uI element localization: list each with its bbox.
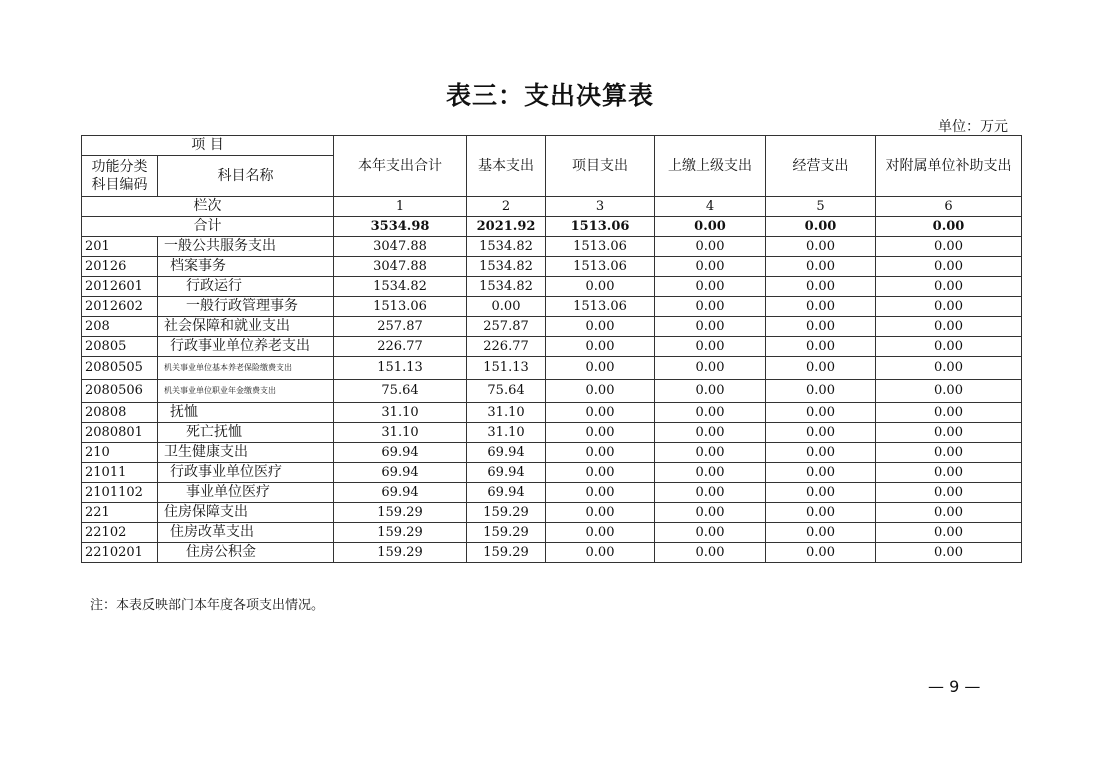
row-code: 20126 — [82, 257, 158, 277]
row-value: 0.00 — [876, 257, 1022, 277]
table-row — [82, 483, 1022, 503]
page-number: — 9 — — [928, 677, 981, 696]
total-value: 2021.92 — [467, 217, 546, 237]
row-value: 159.29 — [467, 523, 546, 543]
row-value: 0.00 — [766, 423, 876, 443]
column-number: 2 — [467, 197, 546, 217]
row-value: 0.00 — [655, 403, 766, 423]
row-value: 0.00 — [766, 463, 876, 483]
table-row — [82, 403, 1022, 423]
row-value: 1513.06 — [334, 297, 467, 317]
row-code: 2210201 — [82, 543, 158, 563]
table-row — [82, 443, 1022, 463]
table-row — [82, 337, 1022, 357]
row-value: 0.00 — [766, 297, 876, 317]
table-row — [82, 257, 1022, 277]
row-subject-name: 卫生健康支出 — [158, 443, 334, 463]
row-value: 0.00 — [655, 543, 766, 563]
row-value: 0.00 — [467, 297, 546, 317]
table-row — [82, 463, 1022, 483]
header-col-project: 项目支出 — [546, 136, 655, 197]
total-value: 0.00 — [766, 217, 876, 237]
header-func-code — [82, 156, 158, 197]
header-col-subsidy: 对附属单位补助支出 — [876, 136, 1022, 197]
table-row — [82, 380, 1022, 403]
row-value: 69.94 — [467, 463, 546, 483]
row-code: 21011 — [82, 463, 158, 483]
row-value: 257.87 — [334, 317, 467, 337]
row-value: 0.00 — [546, 503, 655, 523]
row-value: 0.00 — [655, 423, 766, 443]
row-value: 0.00 — [546, 403, 655, 423]
row-value: 1513.06 — [546, 257, 655, 277]
row-value: 1534.82 — [467, 237, 546, 257]
column-number-row — [82, 197, 1022, 217]
row-value: 0.00 — [546, 443, 655, 463]
row-value: 0.00 — [766, 317, 876, 337]
table-row — [82, 237, 1022, 257]
row-value: 0.00 — [546, 523, 655, 543]
row-value: 0.00 — [876, 237, 1022, 257]
row-value: 0.00 — [876, 443, 1022, 463]
row-code: 22102 — [82, 523, 158, 543]
table-row — [82, 543, 1022, 563]
row-value: 0.00 — [655, 380, 766, 403]
row-subject-name: 事业单位医疗 — [158, 483, 334, 503]
row-value: 226.77 — [334, 337, 467, 357]
row-code: 201 — [82, 237, 158, 257]
row-value: 0.00 — [546, 423, 655, 443]
column-number: 6 — [876, 197, 1022, 217]
row-subject-name: 住房公积金 — [158, 543, 334, 563]
total-value: 1513.06 — [546, 217, 655, 237]
row-value: 0.00 — [766, 403, 876, 423]
row-value: 0.00 — [766, 523, 876, 543]
header-func-code-line2: 科目编码 — [91, 177, 148, 193]
row-value: 151.13 — [467, 357, 546, 380]
row-value: 0.00 — [655, 503, 766, 523]
column-number: 1 — [334, 197, 467, 217]
table-row — [82, 297, 1022, 317]
total-value: 3534.98 — [334, 217, 467, 237]
page-title: 表三：支出决算表 — [445, 81, 654, 110]
row-subject-name: 住房保障支出 — [158, 503, 334, 523]
row-value: 1534.82 — [334, 277, 467, 297]
row-value: 0.00 — [876, 543, 1022, 563]
row-subject-name: 档案事务 — [158, 257, 334, 277]
header-col-basic: 基本支出 — [467, 136, 546, 197]
row-value: 0.00 — [655, 483, 766, 503]
row-code: 2012602 — [82, 297, 158, 317]
row-value: 0.00 — [655, 317, 766, 337]
table-row — [82, 503, 1022, 523]
expenditure-table — [81, 135, 1022, 563]
row-value: 0.00 — [876, 523, 1022, 543]
row-value: 159.29 — [467, 503, 546, 523]
row-subject-name: 社会保障和就业支出 — [158, 317, 334, 337]
row-value: 1534.82 — [467, 257, 546, 277]
row-value: 0.00 — [766, 357, 876, 380]
row-value: 257.87 — [467, 317, 546, 337]
row-subject-name: 机关事业单位基本养老保险缴费支出 — [158, 357, 334, 380]
row-value: 0.00 — [655, 443, 766, 463]
row-value: 31.10 — [334, 423, 467, 443]
row-code: 208 — [82, 317, 158, 337]
table-note: 注：本表反映部门本年度各项支出情况。 — [90, 598, 325, 613]
row-value: 0.00 — [876, 337, 1022, 357]
row-value: 0.00 — [876, 503, 1022, 523]
row-value: 1513.06 — [546, 237, 655, 257]
table-row — [82, 277, 1022, 297]
row-value: 151.13 — [334, 357, 467, 380]
row-value: 0.00 — [766, 543, 876, 563]
row-value: 0.00 — [546, 337, 655, 357]
row-value: 159.29 — [467, 543, 546, 563]
header-row-1 — [82, 136, 1022, 156]
row-subject-name: 机关事业单位职业年金缴费支出 — [158, 380, 334, 403]
row-value: 0.00 — [876, 317, 1022, 337]
row-value: 0.00 — [876, 380, 1022, 403]
row-value: 0.00 — [546, 483, 655, 503]
table-row — [82, 317, 1022, 337]
row-value: 31.10 — [467, 403, 546, 423]
row-code: 2080801 — [82, 423, 158, 443]
row-value: 0.00 — [766, 483, 876, 503]
row-value: 0.00 — [546, 543, 655, 563]
row-subject-name: 行政事业单位医疗 — [158, 463, 334, 483]
row-value: 0.00 — [876, 297, 1022, 317]
column-label: 栏次 — [82, 197, 334, 217]
row-value: 0.00 — [876, 403, 1022, 423]
row-value: 226.77 — [467, 337, 546, 357]
row-subject-name: 一般行政管理事务 — [158, 297, 334, 317]
column-number: 5 — [766, 197, 876, 217]
unit-label: 单位：万元 — [938, 119, 1008, 135]
total-value: 0.00 — [655, 217, 766, 237]
table-row — [82, 357, 1022, 380]
row-value: 1513.06 — [546, 297, 655, 317]
row-code: 2080505 — [82, 357, 158, 380]
row-value: 0.00 — [766, 380, 876, 403]
row-value: 0.00 — [546, 317, 655, 337]
row-subject-name: 一般公共服务支出 — [158, 237, 334, 257]
row-code: 2012601 — [82, 277, 158, 297]
column-number: 3 — [546, 197, 655, 217]
row-value: 0.00 — [655, 337, 766, 357]
row-value: 0.00 — [766, 503, 876, 523]
row-value: 69.94 — [467, 483, 546, 503]
total-value: 0.00 — [876, 217, 1022, 237]
row-value: 0.00 — [655, 237, 766, 257]
row-value: 0.00 — [546, 357, 655, 380]
row-value: 159.29 — [334, 503, 467, 523]
row-value: 31.10 — [467, 423, 546, 443]
row-value: 0.00 — [876, 483, 1022, 503]
row-value: 0.00 — [876, 277, 1022, 297]
row-subject-name: 抚恤 — [158, 403, 334, 423]
row-value: 69.94 — [334, 443, 467, 463]
row-value: 0.00 — [766, 277, 876, 297]
header-subject-name: 科目名称 — [158, 156, 334, 197]
row-subject-name: 住房改革支出 — [158, 523, 334, 543]
header-col-upper: 上缴上级支出 — [655, 136, 766, 197]
row-value: 69.94 — [334, 463, 467, 483]
table-row — [82, 423, 1022, 443]
row-code: 2080506 — [82, 380, 158, 403]
row-subject-name: 行政事业单位养老支出 — [158, 337, 334, 357]
row-value: 0.00 — [766, 337, 876, 357]
row-value: 159.29 — [334, 523, 467, 543]
row-value: 31.10 — [334, 403, 467, 423]
row-value: 0.00 — [766, 257, 876, 277]
row-value: 0.00 — [546, 463, 655, 483]
row-value: 0.00 — [655, 357, 766, 380]
total-row — [82, 217, 1022, 237]
row-value: 0.00 — [766, 443, 876, 463]
row-value: 0.00 — [876, 357, 1022, 380]
row-value: 0.00 — [655, 297, 766, 317]
row-value: 0.00 — [546, 380, 655, 403]
row-value: 0.00 — [655, 277, 766, 297]
column-number: 4 — [655, 197, 766, 217]
row-value: 75.64 — [334, 380, 467, 403]
row-value: 1534.82 — [467, 277, 546, 297]
row-subject-name: 死亡抚恤 — [158, 423, 334, 443]
row-subject-name: 行政运行 — [158, 277, 334, 297]
row-value: 69.94 — [467, 443, 546, 463]
header-col-total: 本年支出合计 — [334, 136, 467, 197]
row-value: 75.64 — [467, 380, 546, 403]
row-value: 69.94 — [334, 483, 467, 503]
row-value: 0.00 — [655, 523, 766, 543]
row-value: 0.00 — [655, 463, 766, 483]
row-code: 20805 — [82, 337, 158, 357]
header-func-code-line1: 功能分类 — [91, 159, 148, 175]
row-code: 20808 — [82, 403, 158, 423]
header-item: 项 目 — [82, 136, 334, 156]
row-value: 0.00 — [766, 237, 876, 257]
row-code: 210 — [82, 443, 158, 463]
row-code: 2101102 — [82, 483, 158, 503]
row-value: 3047.88 — [334, 237, 467, 257]
row-code: 221 — [82, 503, 158, 523]
row-value: 0.00 — [655, 257, 766, 277]
row-value: 0.00 — [876, 423, 1022, 443]
row-value: 159.29 — [334, 543, 467, 563]
header-col-business: 经营支出 — [766, 136, 876, 197]
table-row — [82, 523, 1022, 543]
row-value: 3047.88 — [334, 257, 467, 277]
row-value: 0.00 — [546, 277, 655, 297]
total-label: 合计 — [82, 217, 334, 237]
row-value: 0.00 — [876, 463, 1022, 483]
